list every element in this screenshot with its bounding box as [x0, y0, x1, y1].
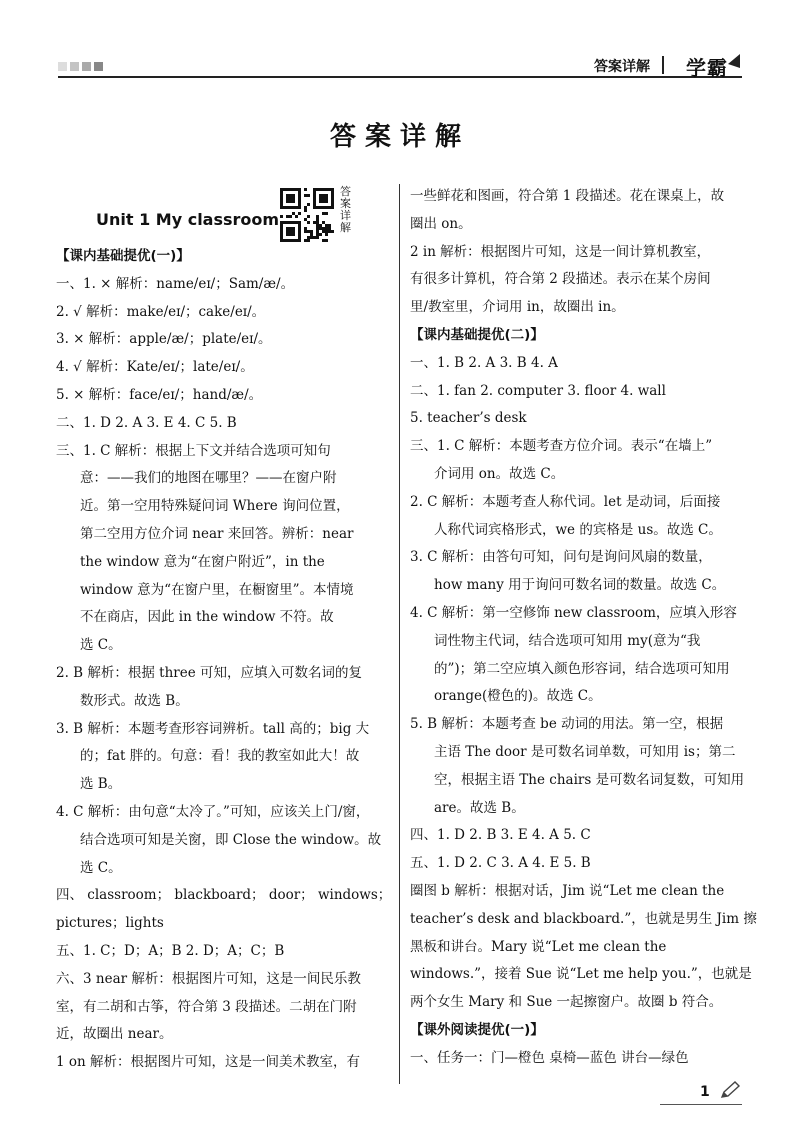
- answer-line: 黑板和讲台。Mary 说“Let me clean the: [410, 938, 667, 955]
- answer-line: 空，根据主语 The chairs 是可数名词复数，可知用: [434, 771, 745, 788]
- answer-line: 圈出 on。: [410, 215, 472, 232]
- answer-line: 5. teacher’s desk: [410, 410, 527, 427]
- header-square: [94, 62, 103, 71]
- answer-line: 2. B 解析：根据 three 可知，应填入可数名词的复: [56, 665, 363, 681]
- header-square: [70, 62, 79, 71]
- answer-line: 近，故圈出 near。: [56, 1026, 173, 1043]
- qr-code-icon[interactable]: [280, 188, 334, 242]
- header-square: [58, 62, 67, 71]
- answer-line: 六、3 near 解析：根据图片可知，这是一间民乐教: [56, 970, 361, 987]
- header-section-title: 答案详解: [594, 59, 650, 75]
- answer-line: 的；fat 胖的。句意：看！我的教室如此大！故: [80, 748, 360, 765]
- answer-line: how many 用于询问可数名词的数量。故选 C。: [434, 577, 726, 594]
- answer-line: 室，有二胡和古筝，符合第 3 段描述。二胡在门附: [56, 998, 357, 1015]
- answer-line: 4. C 解析：第一空修饰 new classroom，应填入形容: [410, 605, 737, 621]
- answer-line: pictures；lights: [56, 915, 164, 932]
- answer-line: 四、1. D 2. B 3. E 4. A 5. C: [410, 827, 591, 844]
- answer-line: are。故选 B。: [434, 799, 525, 816]
- answer-line: 3. × 解析：apple/æ/；plate/eɪ/。: [56, 331, 272, 348]
- answer-line: 三、1. C 解析：本题考查方位介词。表示“在墙上”: [410, 438, 713, 455]
- answer-line: 近。第一空用特殊疑问词 Where 询问位置，: [80, 498, 350, 515]
- section-heading: 【课外阅读提优(一)】: [410, 1022, 544, 1038]
- answer-line: 选 C。: [80, 637, 122, 654]
- answer-line: 1 on 解析：根据图片可知，这是一间美术教室，有: [56, 1054, 360, 1071]
- answer-line: 一、1. × 解析：name/eɪ/；Sam/æ/。: [56, 275, 295, 292]
- answer-line: 数形式。故选 B。: [80, 692, 189, 709]
- header-square: [82, 62, 91, 71]
- answer-line: window 意为“在窗户里，在橱窗里”。本情境: [80, 581, 354, 598]
- answer-line: 词性物主代词，结合选项可知用 my(意为“我: [434, 632, 701, 649]
- answer-line: 不在商店，因此 in the window 不符。故: [80, 609, 334, 626]
- answer-line: 有很多计算机，符合第 2 段描述。表示在某个房间: [410, 271, 711, 288]
- answer-line: 结合选项可知是关窗，即 Close the window。故: [80, 831, 382, 848]
- answer-line: 选 C。: [80, 859, 122, 876]
- answer-line: 第二空用方位介词 near 来回答。辨析：near: [80, 526, 354, 542]
- page-number: 1: [700, 1084, 710, 1100]
- answer-line: 4. √ 解析：Kate/eɪ/；late/eɪ/。: [56, 359, 254, 376]
- section-heading: 【课内基础提优(二)】: [410, 327, 544, 343]
- header-decoration: [58, 62, 103, 71]
- answer-line: 二、1. D 2. A 3. E 4. C 5. B: [56, 414, 237, 431]
- answer-line: 里/教室里，介词用 in，故圈出 in。: [410, 299, 625, 316]
- page-title: 答案详解: [329, 122, 470, 152]
- answer-line: 5. × 解析：face/eɪ/；hand/æ/。: [56, 387, 263, 403]
- section-heading: 【课内基础提优(一)】: [56, 248, 190, 264]
- answer-line: 的”)；第二空应填入颜色形容词，结合选项可知用: [434, 660, 730, 677]
- answer-line: the window 意为“在窗户附近”，in the: [80, 553, 325, 570]
- header-brand-logo: 学霸: [686, 56, 728, 80]
- answer-line: 3. C 解析：由答句可知，问句是询问风扇的数量，: [410, 549, 712, 566]
- answer-line: 一些鲜花和图画，符合第 1 段描述。花在课桌上，故: [410, 188, 725, 204]
- answer-line: 3. B 解析：本题考查形容词辨析。tall 高的；big 大: [56, 720, 370, 737]
- answer-line: 介词用 on。故选 C。: [434, 466, 565, 482]
- answer-line: 圈图 b 解析：根据对话，Jim 说“Let me clean the: [410, 883, 725, 899]
- answer-line: 两个女生 Mary 和 Sue 一起擦窗户。故圈 b 符合。: [410, 994, 723, 1011]
- answer-line: 一、1. B 2. A 3. B 4. A: [410, 354, 558, 371]
- answer-line: 一、任务一：门—橙色 桌椅—蓝色 讲台—绿色: [410, 1049, 689, 1066]
- answer-line: 5. B 解析：本题考查 be 动词的用法。第一空，根据: [410, 716, 724, 733]
- answer-line: orange(橙色的)。故选 C。: [434, 688, 602, 705]
- footer-rule: [660, 1104, 742, 1105]
- unit-title: Unit 1 My classroom: [96, 210, 280, 229]
- answer-line: 2. C 解析：本题考查人称代词。let 是动词，后面接: [410, 493, 721, 510]
- answer-line: 五、1. C；D；A；B 2. D；A；C；B: [56, 943, 285, 959]
- answer-line: windows.”，接着 Sue 说“Let me help you.”，也就是: [410, 966, 752, 983]
- column-divider: [399, 184, 400, 1084]
- answer-line: 四、 classroom； blackboard； door； windows；: [56, 887, 392, 904]
- pencil-icon: [718, 1080, 742, 1100]
- answer-line: 五、1. D 2. C 3. A 4. E 5. B: [410, 855, 591, 872]
- answer-line: 选 B。: [80, 776, 122, 793]
- qr-label: 答案详解: [340, 185, 351, 234]
- answer-line: 主语 The door 是可数名词单数，可知用 is；第二: [434, 744, 736, 760]
- answer-line: 三、1. C 解析：根据上下文并结合选项可知句: [56, 442, 331, 459]
- answer-line: 意：——我们的地图在哪里？——在窗户附: [80, 470, 337, 487]
- answer-line: 4. C 解析：由句意“太冷了。”可知，应该关上门/窗，: [56, 804, 370, 820]
- header-separator: [662, 56, 664, 74]
- answer-line: 人称代词宾格形式，we 的宾格是 us。故选 C。: [434, 521, 722, 538]
- answer-line: 2 in 解析：根据图片可知，这是一间计算机教室，: [410, 243, 711, 260]
- answer-line: 二、1. fan 2. computer 3. floor 4. wall: [410, 382, 666, 399]
- graduation-cap-icon: [726, 50, 742, 72]
- answer-line: teacher’s desk and blackboard.”，也就是男生 Jim 擦: [410, 910, 757, 927]
- header-rule: [58, 76, 742, 78]
- answer-line: 2. √ 解析：make/eɪ/；cake/eɪ/。: [56, 303, 266, 320]
